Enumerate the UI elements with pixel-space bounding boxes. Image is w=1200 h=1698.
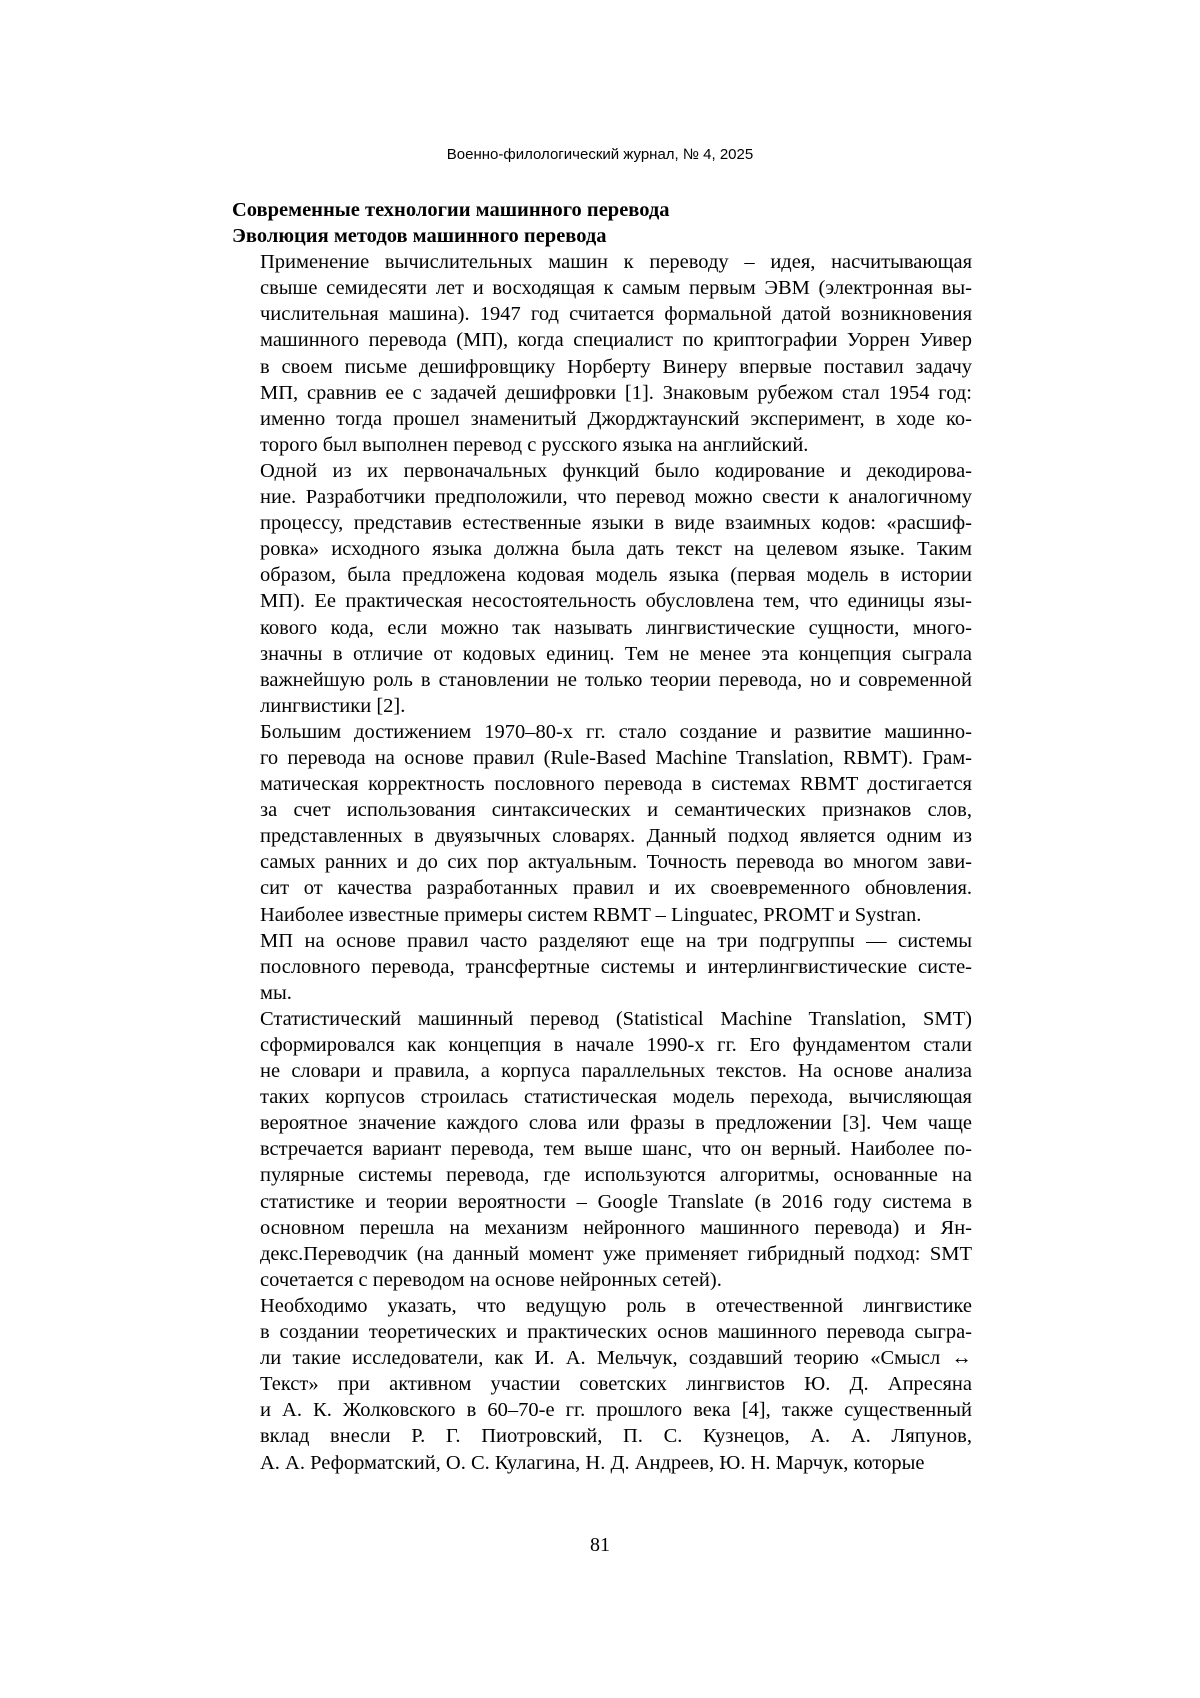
- text-line: ние. Разработчики предположили, что перевод можно свести к аналогичному: [260, 486, 972, 509]
- text-line: Большим достижением 1970–80-х гг. стало создание и развитие машинно-: [260, 720, 972, 743]
- text-line: матическая корректность пословного перевода в системах RBMT достигается: [260, 773, 972, 796]
- paragraph: [232, 719, 972, 928]
- text-line: Статистический машинный перевод (Statistical Machine Translation, SMT): [260, 1007, 972, 1030]
- text-line: вклад внесли Р. Г. Пиотровский, П. С. Кузнецов, А. А. Ляпунов,: [260, 1425, 972, 1448]
- text-line: и А. К. Жолковского в 60–70-е гг. прошлого века [4], также существенный: [260, 1399, 972, 1422]
- text-line: в создании теоретических и практических основ машинного перевода сыгра-: [260, 1321, 972, 1344]
- text-line: вероятное значение каждого слова или фразы в предложении [3]. Чем чаще: [260, 1112, 972, 1135]
- text-line: за счет использования синтаксических и семантических признаков слов,: [260, 799, 972, 822]
- text-line: числительная машина). 1947 год считается формальной датой возникновения: [260, 303, 972, 326]
- text-line: декс.Переводчик (на данный момент уже применяет гибридный подход: SMT: [260, 1242, 972, 1265]
- text-line: Применение вычислительных машин к переводу – идея, насчитывающая: [260, 251, 972, 274]
- text-line: Текст» при активном участии советских лингвистов Ю. Д. Апресяна: [260, 1373, 972, 1396]
- text-line: пулярные системы перевода, где используются алгоритмы, основанные на: [260, 1164, 972, 1187]
- paragraphs-container: [232, 249, 972, 1475]
- text-line: МП). Ее практическая несостоятельность обусловлена тем, что единицы язы-: [260, 590, 972, 613]
- text-line: представленных в двуязычных словарях. Данный подход является одним из: [260, 825, 972, 848]
- text-line: Необходимо указать, что ведущую роль в отечественной лингвистике: [260, 1294, 972, 1317]
- text-line: именно тогда прошел знаменитый Джорджтаунский эксперимент, в ходе ко-: [260, 407, 972, 430]
- text-line: Одной из их первоначальных функций было кодирование и декодирова-: [260, 459, 972, 482]
- text-line: МП, сравнив ее с задачей дешифровки [1]. Знаковым рубежом стал 1954 год:: [260, 381, 972, 404]
- text-line: образом, была предложена кодовая модель языка (первая модель в истории: [260, 564, 972, 587]
- paragraph: [232, 1293, 972, 1476]
- text-line: мы.: [260, 981, 292, 1004]
- text-line: машинного перевода (МП), когда специалист по криптографии Уоррен Уивер: [260, 329, 972, 352]
- subsection-title: Эволюция методов машинного перевода: [232, 225, 607, 248]
- paragraph: [232, 458, 972, 719]
- page-number: 81: [590, 1534, 610, 1556]
- text-line: самых ранних и до сих пор актуальным. Точность перевода во многом зави-: [260, 851, 972, 874]
- article-body: [232, 197, 972, 1476]
- running-header: Военно-филологический журнал, № 4, 2025: [446, 146, 754, 163]
- text-line: сит от качества разработанных правил и их своевременного обновления.: [260, 877, 972, 900]
- text-line: пословного перевода, трансфертные системы и интерлингвистические систе-: [260, 955, 972, 978]
- paragraph: [232, 928, 972, 1006]
- text-line: в своем письме дешифровщику Норберту Винеру впервые поставил задачу: [260, 355, 972, 378]
- text-line: встречается вариант перевода, тем выше шанс, что он верный. Наиболее по-: [260, 1138, 972, 1161]
- text-line: статистике и теории вероятности – Google Translate (в 2016 году система в: [260, 1190, 972, 1213]
- text-line: процессу, представив естественные языки в виде взаимных кодов: «расшиф-: [260, 512, 972, 535]
- text-line: значны в отличие от кодовых единиц. Тем не менее эта концепция сыграла: [260, 642, 972, 665]
- text-line: лингвистики [2].: [260, 694, 406, 717]
- text-line: свыше семидесяти лет и восходящая к самым первым ЭВМ (электронная вы-: [260, 277, 972, 300]
- paragraph: [232, 249, 972, 458]
- text-line: не словари и правила, а корпуса параллельных текстов. На основе анализа: [260, 1060, 972, 1083]
- text-line: ровка» исходного языка должна была дать текст на целевом языке. Таким: [260, 538, 972, 561]
- text-line: основном перешла на механизм нейронного машинного перевода) и Ян-: [260, 1216, 972, 1239]
- text-line: МП на основе правил часто разделяют еще на три подгруппы — системы: [260, 929, 972, 952]
- text-line: таких корпусов строилась статистическая модель перехода, вычисляющая: [260, 1086, 972, 1109]
- text-line: важнейшую роль в становлении не только теории перевода, но и современной: [260, 668, 972, 691]
- text-line: сочетается с переводом на основе нейронных сетей).: [260, 1268, 722, 1291]
- text-line: сформировался как концепция в начале 1990-х гг. Его фундаментом стали: [260, 1034, 972, 1056]
- text-line: торого был выполнен перевод с русского языка на английский.: [260, 433, 809, 456]
- text-line: кового кода, если можно так называть лингвистические сущности, много-: [260, 616, 972, 639]
- paragraph: [232, 1006, 972, 1293]
- section-title: Современные технологии машинного перевода: [232, 199, 670, 221]
- text-line: ли такие исследователи, как И. А. Мельчук, создавший теорию «Смысл ↔: [260, 1347, 972, 1370]
- text-line: А. А. Реформатский, О. С. Кулагина, Н. Д. Андреев, Ю. Н. Марчук, которые: [260, 1451, 925, 1474]
- text-line: го перевода на основе правил (Rule-Based Machine Translation, RBMT). Грам-: [260, 746, 972, 769]
- text-line: Наиболее известные примеры систем RBMT – Linguatec, PROMT и Systran.: [260, 903, 922, 926]
